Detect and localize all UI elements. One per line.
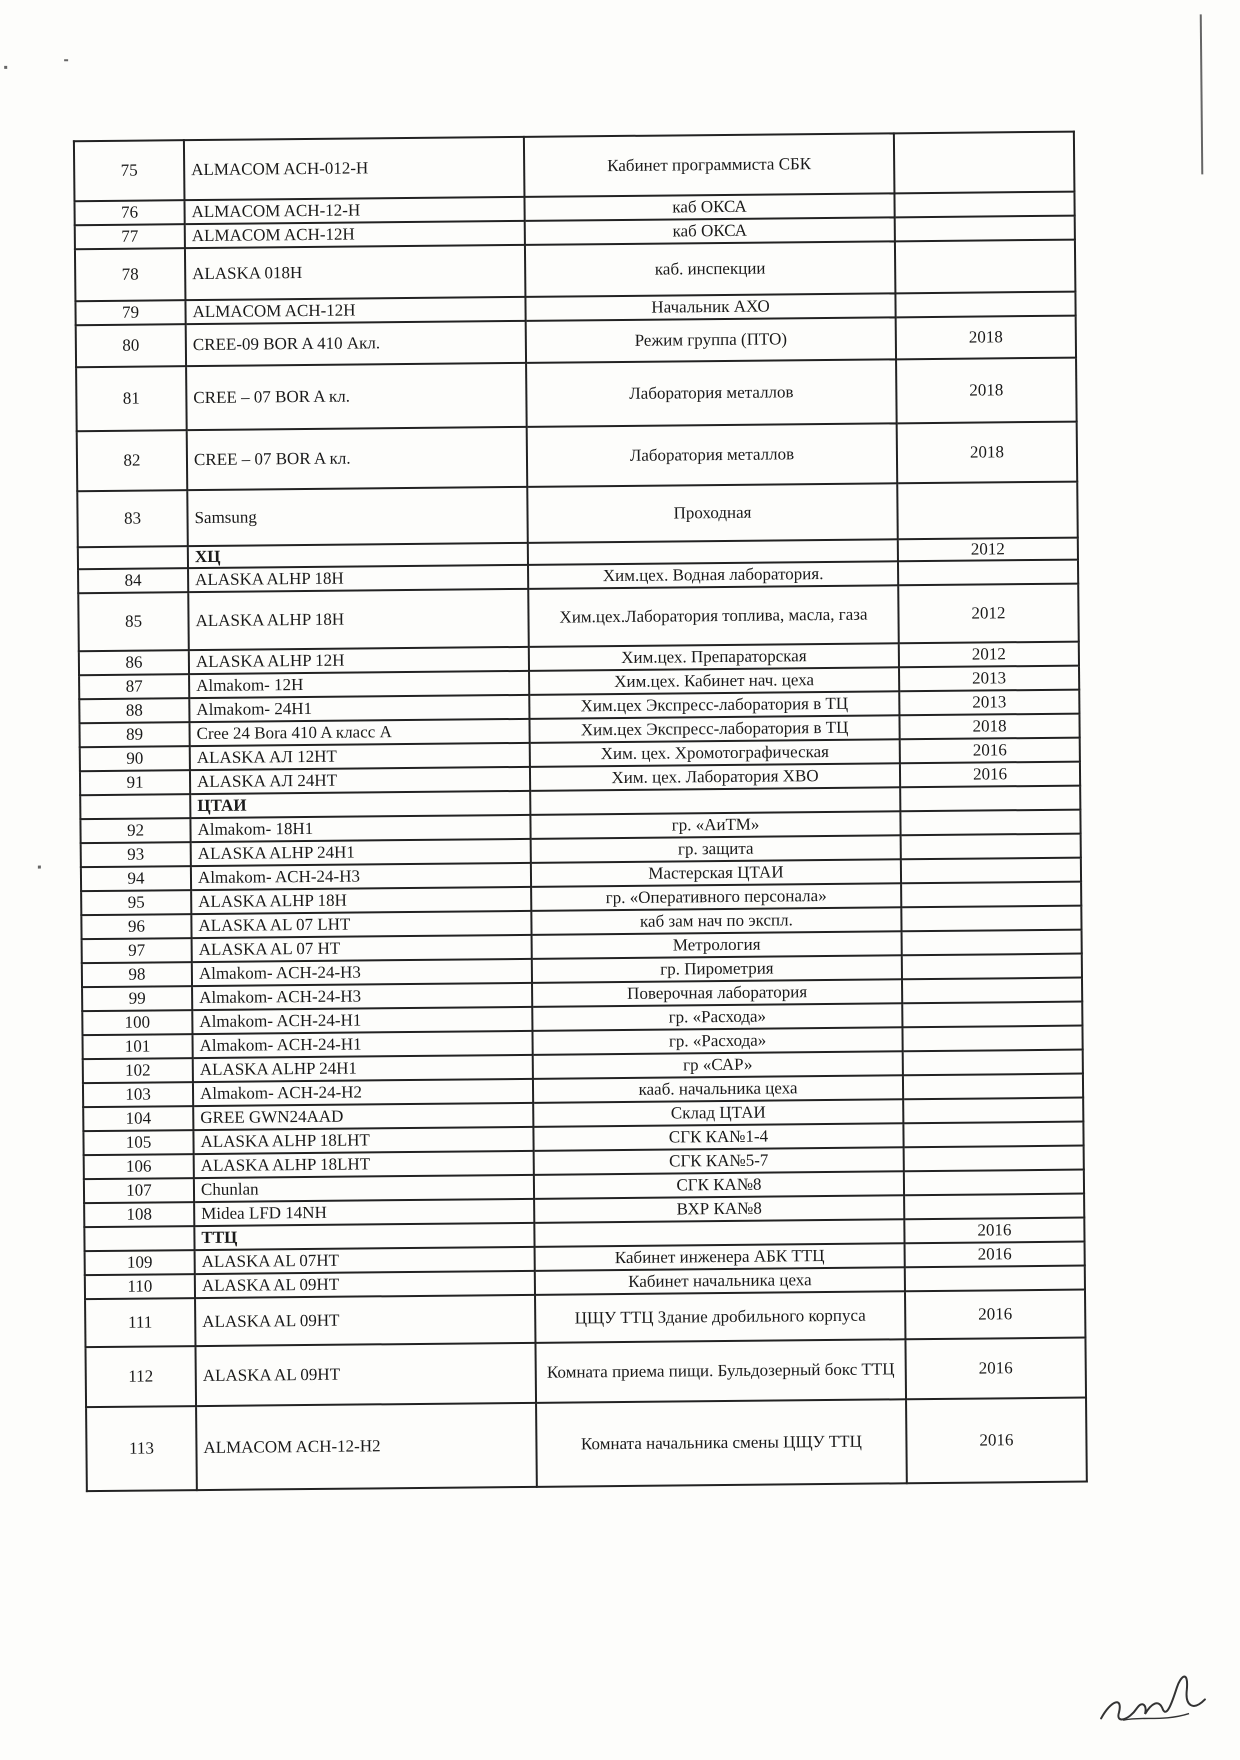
location-cell: Хим.цех.Лаборатория топлива, масла, газа: [528, 585, 899, 647]
row-number-cell: 111: [85, 1298, 195, 1347]
model-cell: ALASKA ALHP 24H1: [191, 839, 531, 866]
year-cell: 2016: [906, 1398, 1087, 1484]
row-number-cell: 88: [79, 698, 189, 723]
year-cell: 2016: [905, 1338, 1086, 1400]
location-cell: Режим группа (ПТО): [526, 317, 896, 363]
location-cell: Лаборатория металлов: [526, 359, 897, 427]
model-cell: GREE GWN24AAD: [193, 1103, 533, 1130]
location-cell: гр. «АиТМ»: [530, 811, 900, 839]
year-cell: [904, 1146, 1084, 1172]
model-cell: Almakom- ACH-24-H1: [192, 1007, 532, 1034]
row-number-cell: 93: [81, 842, 191, 867]
year-cell: [895, 240, 1075, 294]
table-row: [75, 240, 1075, 302]
year-cell: [895, 216, 1075, 242]
row-number-cell: 102: [83, 1058, 193, 1083]
model-cell: ALASKA AL 09HT: [195, 1343, 536, 1406]
location-cell: гр. «Оперативного персонала»: [531, 883, 901, 911]
row-number-cell: 110: [85, 1274, 195, 1299]
year-cell: [903, 1122, 1083, 1148]
row-number-cell: 99: [82, 986, 192, 1011]
location-cell: Проходная: [527, 483, 898, 543]
location-cell: каб зам нач по экспл.: [531, 907, 901, 935]
year-cell: 2018: [896, 358, 1077, 424]
location-cell: гр «САР»: [533, 1051, 903, 1079]
model-cell: Almakom- ACH-24-H3: [191, 863, 531, 890]
year-cell: [903, 1098, 1083, 1124]
year-cell: [902, 930, 1082, 956]
model-cell: ALASKA 018H: [185, 245, 525, 300]
row-number-cell: 90: [80, 746, 190, 771]
year-cell: 2016: [900, 738, 1080, 764]
model-cell: ALASKA ALHP 24H1: [193, 1055, 533, 1082]
model-cell: ALMACOM ACH-12-H2: [196, 1403, 537, 1490]
row-number-cell: 75: [74, 140, 185, 201]
model-cell: Almakom- ACH-24-H3: [192, 959, 532, 986]
location-cell: [534, 1219, 904, 1247]
row-number-cell: 98: [82, 962, 192, 987]
year-cell: 2012: [898, 584, 1079, 644]
model-cell: Chunlan: [194, 1175, 534, 1202]
row-number-cell: [78, 546, 188, 569]
model-cell: Almakom- 24H1: [189, 695, 529, 722]
year-cell: 2013: [899, 690, 1079, 716]
row-number-cell: 101: [82, 1034, 192, 1059]
location-cell: каб ОКСА: [525, 217, 895, 245]
row-number-cell: [80, 794, 190, 819]
model-cell: ALMACOM ACH-012-H: [184, 137, 525, 200]
model-cell: Cree 24 Bora 410 A класс A: [189, 719, 529, 746]
location-cell: Хим. цех. Хромотографическая: [530, 739, 900, 767]
location-cell: кааб. начальника цеха: [533, 1075, 903, 1103]
model-cell: Almakom- ACH-24-H3: [192, 983, 532, 1010]
row-number-cell: [84, 1226, 194, 1251]
model-cell: ALASKA AL 07HT: [195, 1247, 535, 1274]
row-number-cell: 80: [76, 324, 186, 367]
model-cell: ALASKA ALHP 12H: [189, 647, 529, 674]
location-cell: гр. «Расхода»: [532, 1003, 902, 1031]
model-cell: ALASKA ALHP 18H: [188, 589, 529, 650]
row-number-cell: 89: [79, 722, 189, 747]
year-cell: [898, 560, 1078, 586]
row-number-cell: 81: [76, 366, 187, 431]
year-cell: [901, 834, 1081, 860]
year-cell: [902, 1002, 1082, 1028]
row-number-cell: 85: [78, 592, 189, 651]
location-cell: Хим.цех Экспресс-лаборатория в ТЦ: [529, 691, 899, 719]
year-cell: [901, 858, 1081, 884]
year-cell: [900, 786, 1080, 812]
year-cell: [897, 482, 1078, 540]
year-cell: 2018: [896, 316, 1076, 360]
location-cell: ВХР КА№8: [534, 1195, 904, 1223]
row-number-cell: 106: [84, 1154, 194, 1179]
row-number-cell: 103: [83, 1082, 193, 1107]
model-cell: ALASKA АЛ 12НТ: [190, 743, 530, 770]
table-row: [85, 1338, 1086, 1408]
row-number-cell: 97: [82, 938, 192, 963]
scan-speck: [38, 866, 41, 869]
location-cell: Комната приема пищи. Бульдозерный бокс ТТЦ: [535, 1339, 906, 1403]
model-cell: Samsung: [187, 487, 528, 546]
row-number-cell: 78: [75, 248, 185, 301]
year-cell: 2018: [897, 422, 1078, 484]
location-cell: СГК КА№1-4: [533, 1123, 903, 1151]
year-cell: 2012: [899, 642, 1079, 668]
row-number-cell: 107: [84, 1178, 194, 1203]
year-cell: 2016: [900, 762, 1080, 788]
table-row: [74, 132, 1075, 202]
year-cell: [903, 1050, 1083, 1076]
model-cell: Almakom- 12H: [189, 671, 529, 698]
equipment-table: [73, 131, 1088, 1493]
location-cell: Хим.цех. Водная лаборатория.: [528, 561, 898, 589]
row-number-cell: 94: [81, 866, 191, 891]
model-cell: Almakom- 18H1: [190, 815, 530, 842]
location-cell: Склад ЦТАИ: [533, 1099, 903, 1127]
year-cell: [894, 132, 1075, 194]
location-cell: Хим. цех. Лаборатория ХВО: [530, 763, 900, 791]
row-number-cell: 82: [77, 430, 188, 491]
location-cell: гр. «Расхода»: [532, 1027, 902, 1055]
year-cell: 2016: [904, 1218, 1084, 1244]
table-row: [78, 584, 1079, 652]
model-cell: CREE-09 BOR A 410 Акл.: [186, 321, 526, 366]
section-title-cell: ХЦ: [188, 543, 528, 568]
scan-edge-mark: [1200, 14, 1204, 174]
year-cell: [904, 1194, 1084, 1220]
year-cell: [901, 882, 1081, 908]
model-cell: ALASKA ALHP 18H: [188, 565, 528, 592]
handwritten-signature: [1093, 1659, 1214, 1730]
model-cell: ALASKA AL 07 LHT: [191, 911, 531, 938]
model-cell: ALASKA АЛ 24НТ: [190, 767, 530, 794]
row-number-cell: 113: [86, 1406, 197, 1491]
model-cell: CREE – 07 BOR A кл.: [186, 363, 527, 430]
row-number-cell: 87: [79, 674, 189, 699]
row-number-cell: 83: [77, 490, 188, 547]
table-body: [74, 132, 1087, 1492]
model-cell: ALASKA ALHP 18LHT: [194, 1151, 534, 1178]
location-cell: Лаборатория металлов: [527, 423, 898, 487]
location-cell: СГК КА№8: [534, 1171, 904, 1199]
year-cell: [894, 192, 1074, 218]
year-cell: [895, 292, 1075, 318]
location-cell: каб ОКСА: [524, 193, 894, 221]
year-cell: 2012: [898, 538, 1078, 562]
row-number-cell: 104: [83, 1106, 193, 1131]
location-cell: СГК КА№5-7: [534, 1147, 904, 1175]
year-cell: 2016: [905, 1242, 1085, 1268]
table-row: [76, 358, 1077, 432]
location-cell: Кабинет программиста СБК: [524, 133, 895, 197]
year-cell: 2016: [905, 1290, 1085, 1340]
model-cell: Midea LFD 14NH: [194, 1199, 534, 1226]
location-cell: гр. защита: [531, 835, 901, 863]
year-cell: [903, 1074, 1083, 1100]
row-number-cell: 79: [75, 300, 185, 325]
model-cell: ALASKA AL 07 HT: [192, 935, 532, 962]
scan-speck: [4, 66, 7, 69]
location-cell: Хим.цех. Препараторская: [529, 643, 899, 671]
scan-speck: [64, 59, 68, 61]
row-number-cell: 112: [85, 1346, 196, 1407]
row-number-cell: 105: [83, 1130, 193, 1155]
model-cell: ALASKA ALHP 18H: [191, 887, 531, 914]
year-cell: [904, 1170, 1084, 1196]
model-cell: Almakom- ACH-24-H2: [193, 1079, 533, 1106]
location-cell: [530, 787, 900, 815]
row-number-cell: 91: [80, 770, 190, 795]
location-cell: Комната начальника смены ЦЩУ ТТЦ: [536, 1399, 907, 1487]
location-cell: гр. Пирометрия: [532, 955, 902, 983]
year-cell: [902, 1026, 1082, 1052]
location-cell: каб. инспекции: [525, 241, 895, 297]
year-cell: [901, 906, 1081, 932]
section-title-cell: ТТЦ: [194, 1223, 534, 1250]
model-cell: ALASKA AL 09HT: [195, 1271, 535, 1298]
location-cell: Мастерская ЦТАИ: [531, 859, 901, 887]
year-cell: [902, 954, 1082, 980]
row-number-cell: 84: [78, 568, 188, 593]
model-cell: CREE – 07 BOR A кл.: [187, 427, 528, 490]
location-cell: Начальник АХО: [525, 293, 895, 321]
row-number-cell: 86: [79, 650, 189, 675]
location-cell: Метрология: [532, 931, 902, 959]
table-row: [86, 1398, 1087, 1492]
row-number-cell: 77: [75, 224, 185, 249]
row-number-cell: 95: [81, 890, 191, 915]
row-number-cell: 108: [84, 1202, 194, 1227]
location-cell: ЦЩУ ТТЦ Здание дробильного корпуса: [535, 1291, 905, 1343]
location-cell: Хим.цех Экспресс-лаборатория в ТЦ: [529, 715, 899, 743]
model-cell: Almakom- ACH-24-H1: [192, 1031, 532, 1058]
row-number-cell: 100: [82, 1010, 192, 1035]
section-title-cell: ЦТАИ: [190, 791, 530, 818]
table-row: [77, 422, 1078, 492]
row-number-cell: 92: [80, 818, 190, 843]
model-cell: ALASKA ALHP 18LHT: [193, 1127, 533, 1154]
row-number-cell: 76: [74, 200, 184, 225]
table-row: [77, 482, 1077, 548]
year-cell: [905, 1266, 1085, 1292]
location-cell: Кабинет инженера АБК ТТЦ: [535, 1243, 905, 1271]
location-cell: Кабинет начальника цеха: [535, 1267, 905, 1295]
model-cell: ALMACOM ACH-12H: [185, 297, 525, 324]
model-cell: ALMACOM ACH-12H: [185, 221, 525, 248]
year-cell: [902, 978, 1082, 1004]
row-number-cell: 96: [81, 914, 191, 939]
location-cell: Поверочная лаборатория: [532, 979, 902, 1007]
location-cell: Хим.цех. Кабинет нач. цеха: [529, 667, 899, 695]
row-number-cell: 109: [85, 1250, 195, 1275]
model-cell: ALASKA AL 09HT: [195, 1295, 535, 1346]
year-cell: [900, 810, 1080, 836]
year-cell: 2018: [899, 714, 1079, 740]
model-cell: ALMACOM ACH-12-H: [184, 197, 524, 224]
year-cell: 2013: [899, 666, 1079, 692]
